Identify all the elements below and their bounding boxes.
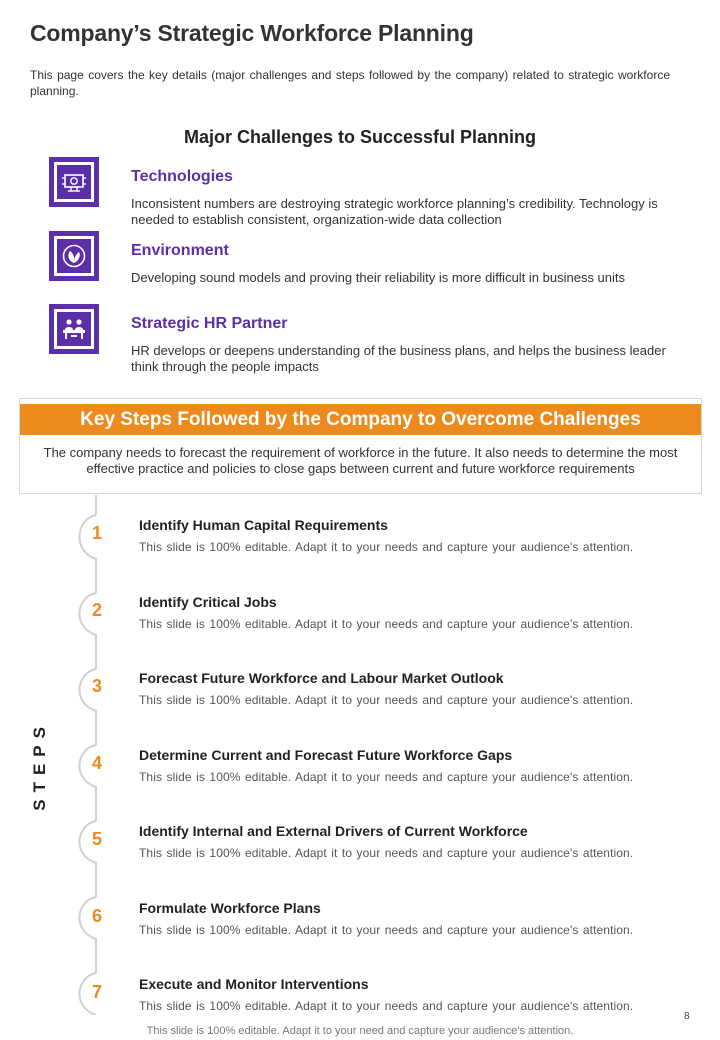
- challenge-item: [49, 304, 699, 374]
- challenge-description: HR develops or deepens understanding of the business plans, and helps the business leader think through the people impacts: [131, 343, 666, 374]
- step-title: Forecast Future Workforce and Labour Market Outlook: [139, 670, 504, 686]
- step-number: 2: [91, 600, 102, 620]
- step-item: [0, 594, 720, 664]
- step-description: This slide is 100% editable. Adapt it to your needs and capture your audience's attention.: [139, 923, 634, 937]
- step-description: This slide is 100% editable. Adapt it to your needs and capture your audience's attention.: [139, 540, 634, 554]
- step-description: This slide is 100% editable. Adapt it to your needs and capture your audience's attention.: [139, 693, 634, 707]
- step-description: This slide is 100% editable. Adapt it to your needs and capture your audience's attention.: [139, 770, 634, 784]
- step-title: Execute and Monitor Interventions: [139, 976, 369, 992]
- step-number: 7: [91, 982, 102, 1002]
- step-title: Identify Human Capital Requirements: [139, 517, 388, 533]
- steps-vertical-label: STEPS: [30, 720, 49, 811]
- step-description: This slide is 100% editable. Adapt it to your needs and capture your audience's attention.: [139, 999, 634, 1013]
- challenge-item: [49, 231, 699, 301]
- step-description: This slide is 100% editable. Adapt it to your needs and capture your audience's attention.: [139, 617, 634, 631]
- step-number: 5: [91, 829, 102, 849]
- leaf-globe-icon: [49, 231, 99, 281]
- page-number: 8: [684, 1011, 690, 1022]
- key-steps-box: [19, 398, 702, 494]
- step-description: This slide is 100% editable. Adapt it to your needs and capture your audience's attention.: [139, 846, 634, 860]
- step-item: [0, 670, 720, 740]
- challenge-title: Strategic HR Partner: [131, 315, 288, 332]
- step-item: [0, 517, 720, 587]
- meeting-icon: [49, 304, 99, 354]
- page-title: Company’s Strategic Workforce Planning: [30, 20, 474, 46]
- key-steps-intro: The company needs to forecast the requirement of workforce in the future. It also needs to determine the most effective practice and policies to close gaps between current and future workforce requirements: [43, 445, 678, 476]
- challenges-heading: Major Challenges to Successful Planning: [183, 127, 537, 147]
- key-steps-banner: Key Steps Followed by the Company to Overcome Challenges: [20, 404, 701, 435]
- intro-text: This page covers the key details (major challenges and steps followed by the company) related to strategic workforce planning.: [30, 68, 670, 98]
- challenge-title: Environment: [131, 242, 229, 259]
- step-title: Formulate Workforce Plans: [139, 900, 321, 916]
- challenge-description: Developing sound models and proving their reliability is more difficult in business units: [131, 270, 626, 285]
- technology-icon: [49, 157, 99, 207]
- step-item: [0, 747, 720, 817]
- step-item: [0, 823, 720, 893]
- challenge-title: Technologies: [131, 168, 233, 185]
- footer-text: This slide is 100% editable. Adapt it to your need and capture your audience’s attention.: [146, 1025, 574, 1037]
- challenge-description: Inconsistent numbers are destroying strategic workforce planning’s credibility. Technology is needed to establish consistent, organization-wide data collection: [131, 196, 658, 227]
- step-number: 6: [91, 906, 102, 926]
- step-title: Determine Current and Forecast Future Workforce Gaps: [139, 747, 513, 763]
- challenge-item: [49, 157, 699, 227]
- step-title: Identify Internal and External Drivers of Current Workforce: [139, 823, 528, 839]
- step-number: 3: [91, 676, 102, 696]
- step-item: [0, 900, 720, 970]
- step-number: 1: [91, 523, 102, 543]
- step-number: 4: [91, 753, 102, 773]
- step-title: Identify Critical Jobs: [139, 594, 277, 610]
